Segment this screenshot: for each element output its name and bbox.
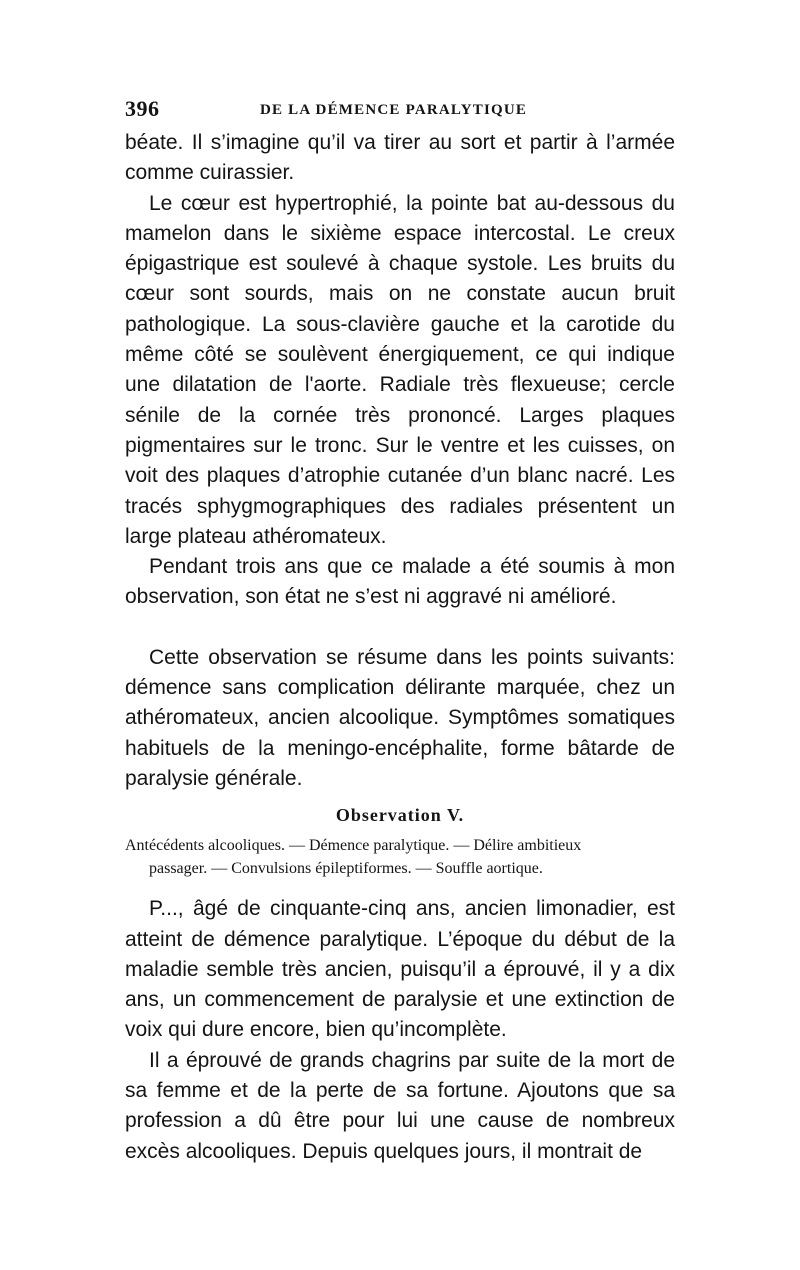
observation-summary (125, 834, 675, 880)
observation-summary-line-1: Antécédents alcooliques. — Démence paralytique. — Délire ambitieux (125, 837, 582, 855)
page-header (125, 96, 675, 126)
body-text (125, 128, 675, 1167)
paragraph-follow-up: Pendant trois ans que ce malade a été soumis à mon observation, son état ne s’est ni aggravé ni amélioré. (125, 555, 675, 609)
paragraph-patient-intro: P..., âgé de cinquante-cinq ans, ancien limonadier, est atteint de démence paralytique. L’époque du début de la maladie semble très ancien, puisqu’il a éprouvé, il y a dix ans, un commencement de paralysie et une extinction de voix qui dure encore, bien qu’incomplète. (125, 897, 675, 1042)
paragraph-summary-points: Cette observation se résume dans les points suivants: démence sans complication délirante marquée, chez un athéromateux, ancien alcoolique. Symptômes somatiques habituels de la meningo-encéphalite, forme bâtarde de paralysie générale. (125, 645, 675, 790)
paragraph-patient-history: Il a éprouvé de grands chagrins par suite de la mort de sa femme et de la perte de sa fortune. Ajoutons que sa profession a dû être pour lui une cause de nombreux excès alcooliques. Depuis quelques jours, il montrait de (125, 1048, 675, 1163)
observation-heading: Observation V. (335, 805, 465, 826)
page-number: 396 (125, 96, 160, 121)
observation-summary-line-2: passager. — Convulsions épileptiformes. — Souffle aortique. (149, 860, 543, 878)
paragraph-continuation: béate. Il s’imagine qu’il va tirer au sort et partir à l’armée comme cuirassier. (125, 131, 675, 185)
running-head: DE LA DÉMENCE PARALYTIQUE (260, 102, 528, 118)
paragraph-heart-exam: Le cœur est hypertrophié, la pointe bat au-dessous du mamelon dans le sixième espace intercostal. Le creux épigastrique est soulevé à chaque systole. Les bruits du cœur sont sourds, mais on ne constate aucun bruit pathologique. La sous-clavière gauche et la carotide du même côté se soulèvent énergiquement, ce qui indique une dilatation de l'aorte. Radiale très flexueuse; cercle sénile de la cornée très prononcé. Larges plaques pigmentaires sur le tronc. Sur le ventre et les cuisses, on voit des plaques d’atrophie cutanée d’un blanc nacré. Les tracés sphygmographiques des radiales présentent un large plateau athéromateux. (125, 191, 675, 548)
